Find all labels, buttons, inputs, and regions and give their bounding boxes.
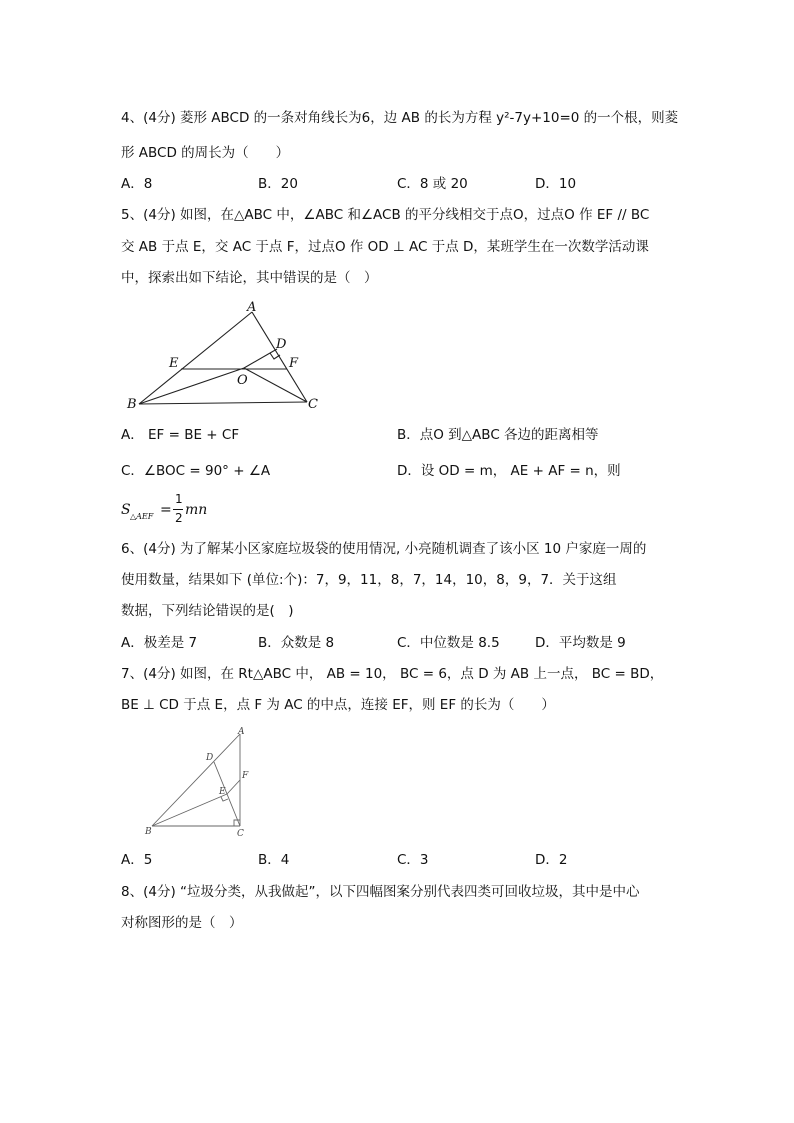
formula-numerator: 1 [175,492,183,506]
q5-label-e: E [169,356,179,371]
formula-subscript: △AEF [130,512,154,521]
q7-option-a: A．5 [121,852,153,868]
formula-mn: mn [185,502,208,518]
q5-stem-line3: 中，探索出如下结论，其中错误的是（ ） [121,270,378,286]
q5-triangle-figure [120,298,330,414]
q7-label-f: F [242,771,249,781]
formula-denominator: 2 [175,511,183,525]
q4-stem-line2: 形 ABCD 的周长为（ ） [121,145,290,161]
q5-stem-line1: 5、(4分) 如图，在△ABC 中，∠ABC 和∠ACB 的平分线相交于点O，过点O 作 EF // BC [121,207,650,223]
q6-option-d: D．平均数是 9 [535,635,626,651]
q7-label-c: C [237,829,244,839]
q5-option-b: B．点O 到△ABC 各边的距离相等 [397,427,599,443]
formula-fraction-bar [173,509,183,510]
q7-label-b: B [145,827,152,837]
q7-label-a: A [238,727,245,737]
q7-label-e: E [219,787,226,797]
q6-option-b: B．众数是 8 [258,635,335,651]
q4-option-d: D．10 [535,176,577,192]
q5-option-a: A． EF = BE + CF [121,427,240,443]
q7-stem-line2: BE ⊥ CD 于点 E，点 F 为 AC 的中点，连接 EF，则 EF 的长为（ ） [121,697,555,713]
q8-stem-line2: 对称图形的是（ ） [121,915,243,931]
q5-label-f: F [289,356,299,371]
q4-option-a: A．8 [121,176,153,192]
q4-option-c: C．8 或 20 [397,176,468,192]
q6-stem-line3: 数据，下列结论错误的是( ) [121,603,294,619]
formula-s: S [121,502,131,518]
q6-option-c: C．中位数是 8.5 [397,635,500,651]
formula-equals: = [160,502,172,518]
q5-stem-line2: 交 AB 于点 E，交 AC 于点 F，过点O 作 OD ⊥ AC 于点 D，某班学生在一次数学活动课 [121,239,649,255]
q7-stem-line1: 7、(4分) 如图，在 Rt△ABC 中， AB = 10， BC = 6，点 D 为 AB 上一点， BC = BD， [121,666,664,682]
q5-option-d: D．设 OD = m， AE + AF = n，则 [397,463,621,479]
q4-option-b: B．20 [258,176,298,192]
q8-stem-line1: 8、(4分) “垃圾分类，从我做起”，以下四幅图案分别代表四类可回收垃圾，其中是中心 [121,884,640,900]
q5-label-d: D [276,337,287,352]
q6-stem-line2: 使用数量，结果如下 (单位:个)：7，9，11，8，7，14，10，8，9，7．关于这组 [121,572,617,588]
q6-stem-line1: 6、(4分) 为了解某小区家庭垃圾袋的使用情况, 小亮随机调查了该小区 10 户家庭一周的 [121,541,647,557]
q5-option-c: C．∠BOC = 90° + ∠A [121,463,271,479]
q4-stem-line1: 4、(4分) 菱形 ABCD 的一条对角线长为6，边 AB 的长为方程 y²-7y+10=0 的一个根，则菱 [121,110,679,126]
q6-option-a: A．极差是 7 [121,635,198,651]
q7-option-b: B．4 [258,852,290,868]
q5-label-b: B [127,397,137,412]
q5-label-a: A [247,300,257,315]
q5-label-o: O [237,373,248,388]
q7-label-d: D [206,753,214,763]
q7-option-d: D．2 [535,852,568,868]
q7-option-c: C．3 [397,852,429,868]
q5-label-c: C [308,397,318,412]
q7-triangle-figure [140,726,260,840]
